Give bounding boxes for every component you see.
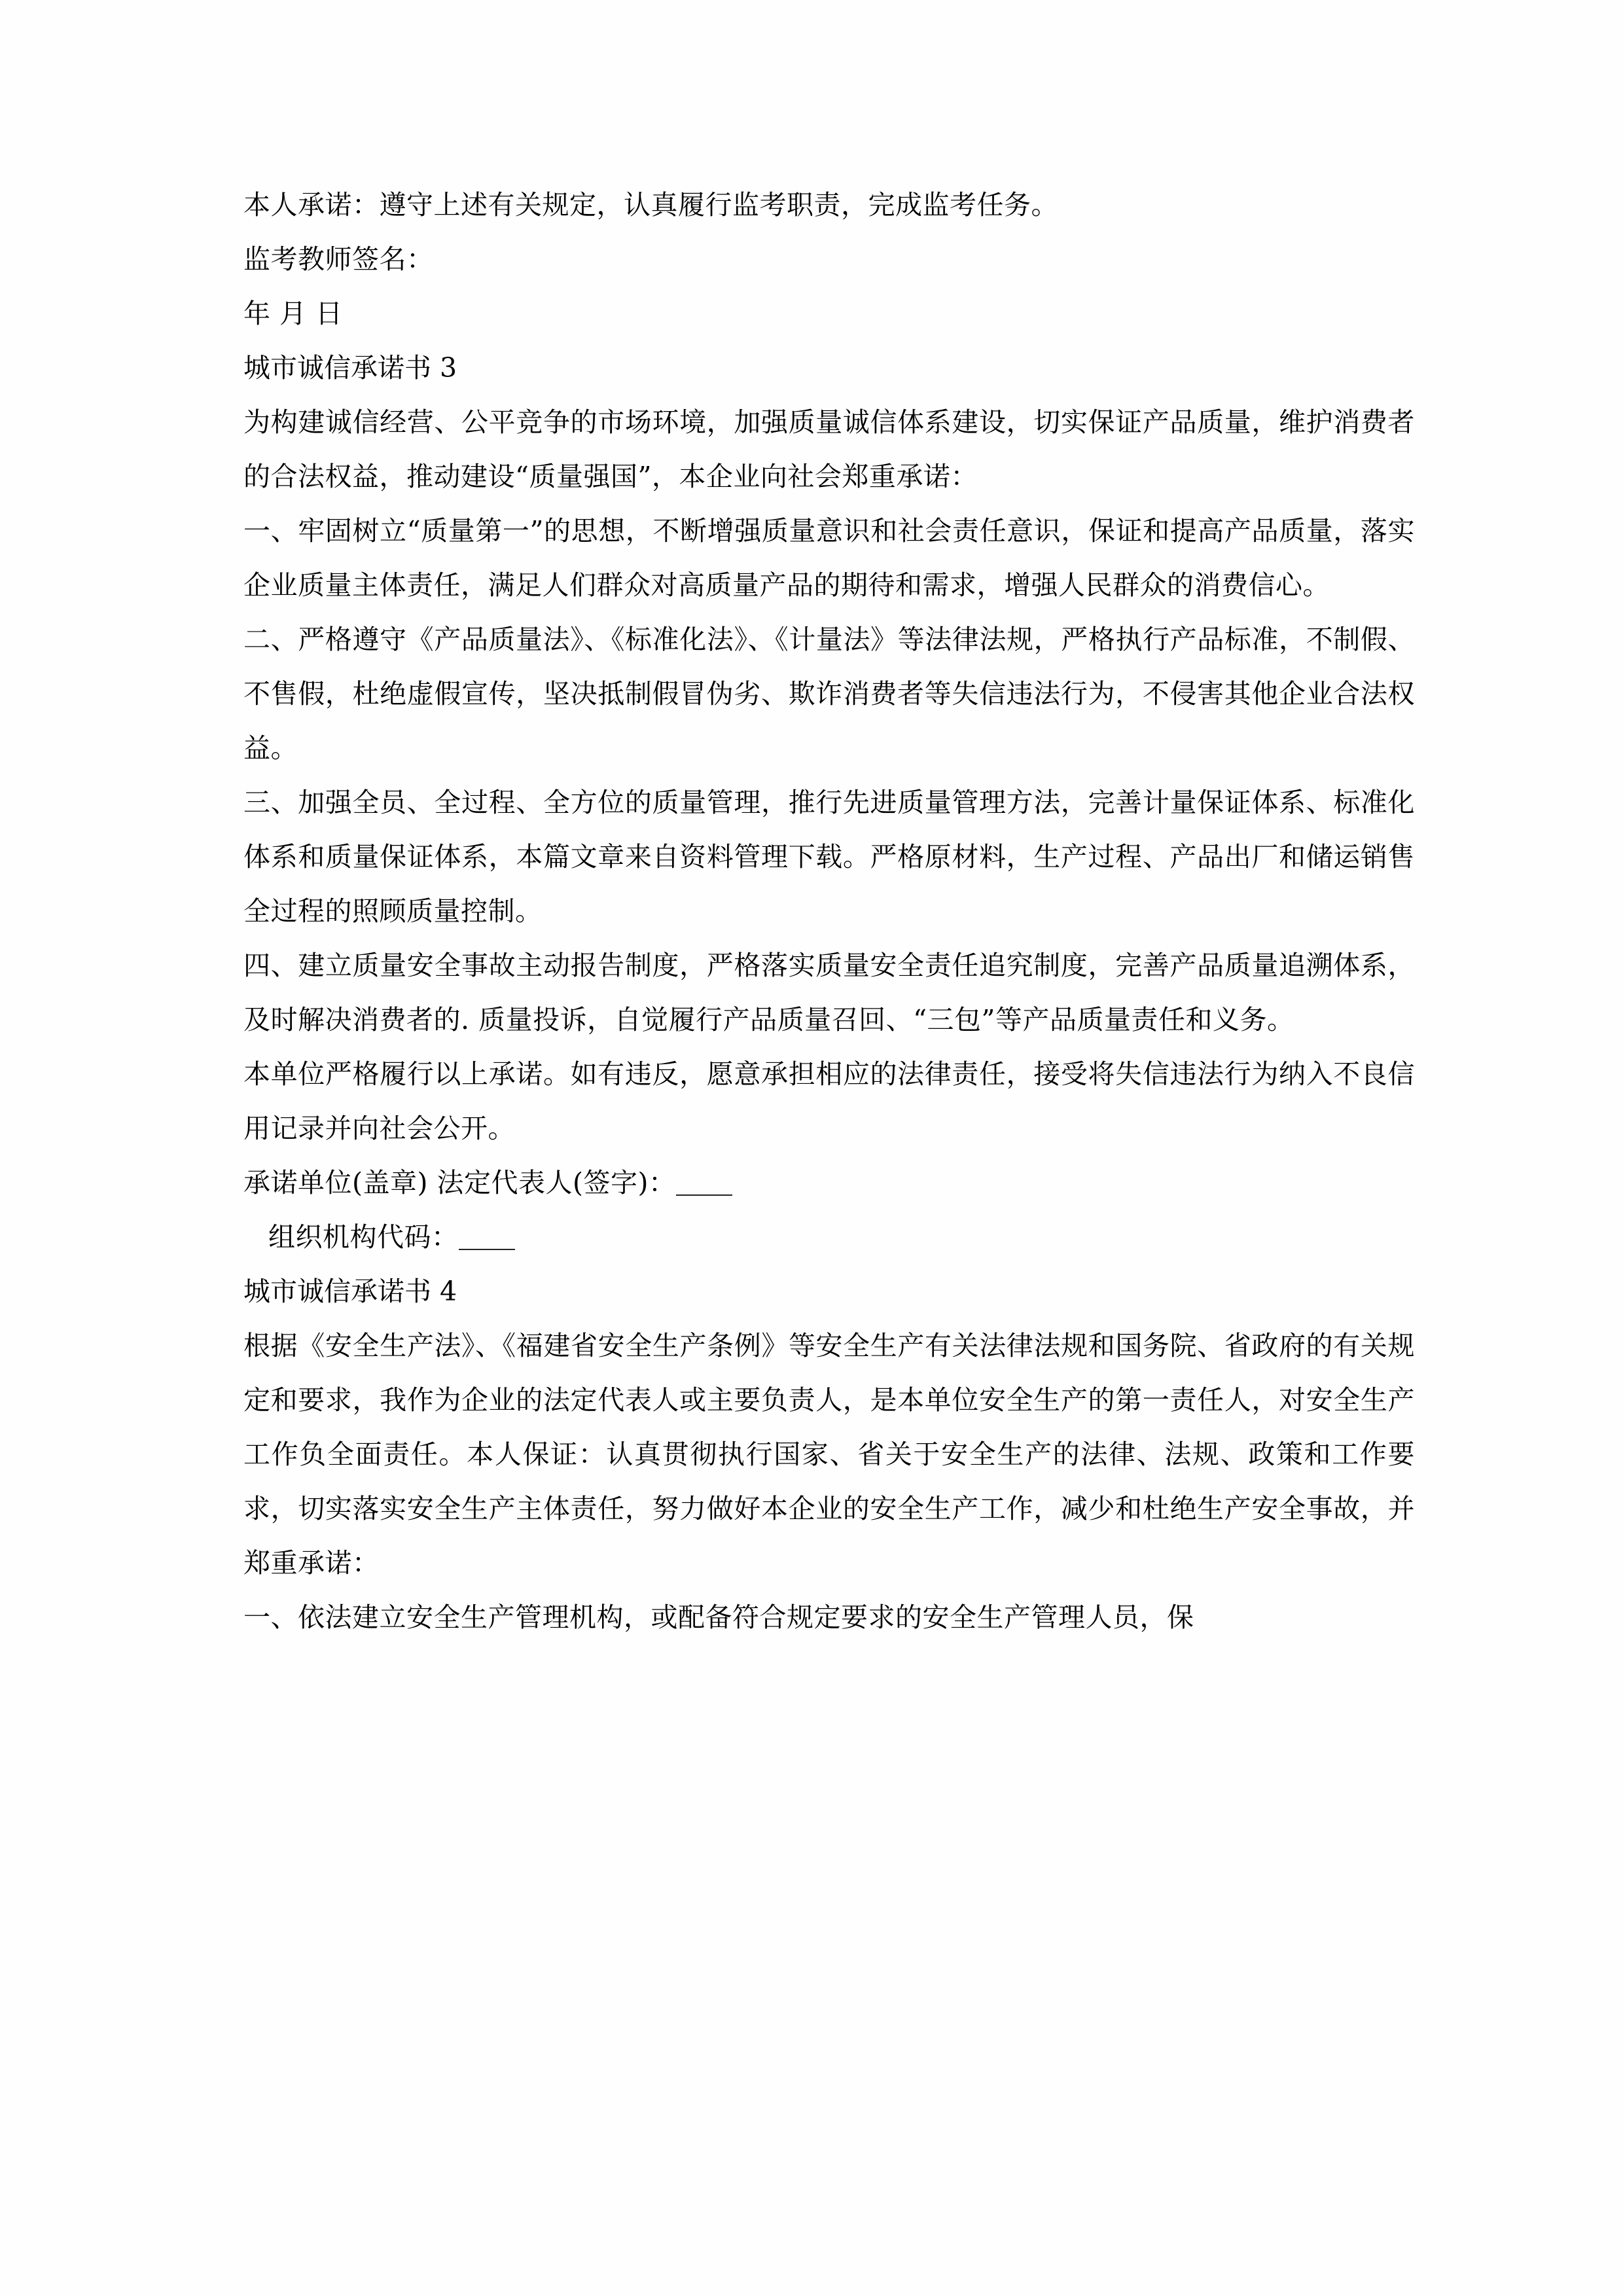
paragraph-pledge3-org-code — [243, 1210, 1415, 1265]
paragraph-pledge3-intro: 为构建诚信经营、公平竞争的市场环境，加强质量诚信体系建设，切实保证产品质量，维护消费者的合法权益，推动建设“质量强国”，本企业向社会郑重承诺： — [243, 406, 1415, 492]
org-code-label: 组织机构代码： — [268, 1221, 459, 1253]
paragraph-pledge3-item-2: 二、严格遵守《产品质量法》、《标准化法》、《计量法》等法律法规，严格执行产品标准，不制假、不售假，杜绝虚假宣传，坚决抵制假冒伪劣、欺诈消费者等失信违法行为，不侵害其他企业合法权益。 — [243, 624, 1415, 764]
paragraph-invigilator-signature: 监考教师签名： — [243, 243, 434, 275]
paragraph-pledge4-intro: 根据《安全生产法》、《福建省安全生产条例》等安全生产有关法律法规和国务院、省政府的有关规定和要求，我作为企业的法定代表人或主要负责人，是本单位安全生产的第一责任人，对安全生产工作负全面责任。本人保证：认真贯彻执行国家、省关于安全生产的法律、法规、政策和工作要求，切实落实安全生产主体责任，努力做好本企业的安全生产工作，减少和杜绝生产安全事故，并郑重承诺： — [243, 1330, 1415, 1579]
paragraph-pledge3-item-3: 三、加强全员、全过程、全方位的质量管理，推行先进质量管理方法，完善计量保证体系、标准化体系和质量保证体系，本篇文章来自资料管理下载。严格原材料，生产过程、产品出厂和储运销售全过程的照顾质量控制。 — [243, 787, 1415, 927]
document-body — [243, 178, 1415, 1645]
paragraph-pledge3-signature-line — [243, 1156, 1415, 1210]
paragraph-pledge3-item-4: 四、建立质量安全事故主动报告制度，严格落实质量安全责任追究制度，完善产品质量追溯体系，及时解决消费者的. 质量投诉，自觉履行产品质量召回、“三包”等产品质量责任和义务。 — [243, 950, 1415, 1035]
paragraph-pledge-statement: 本人承诺：遵守上述有关规定，认真履行监考职责，完成监考任务。 — [243, 189, 1058, 221]
signature-line-label: 承诺单位(盖章) 法定代表人(签字)： — [243, 1167, 676, 1198]
org-code-blank[interactable] — [459, 1249, 515, 1250]
signature-blank[interactable] — [676, 1194, 732, 1196]
paragraph-pledge3-item-1: 一、牢固树立“质量第一”的思想，不断增强质量意识和社会责任意识，保证和提高产品质量，落实企业质量主体责任，满足人们群众对高质量产品的期待和需求，增强人民群众的消费信心。 — [243, 515, 1415, 601]
paragraph-pledge3-closing: 本单位严格履行以上承诺。如有违反，愿意承担相应的法律责任，接受将失信违法行为纳入不良信用记录并向社会公开。 — [243, 1058, 1415, 1144]
paragraph-date-line: 年 月 日 — [243, 298, 343, 329]
heading-city-integrity-pledge-4: 城市诚信承诺书 4 — [243, 1276, 457, 1307]
paragraph-pledge4-item-1: 一、依法建立安全生产管理机构，或配备符合规定要求的安全生产管理人员，保 — [243, 1602, 1194, 1633]
heading-city-integrity-pledge-3: 城市诚信承诺书 3 — [243, 352, 457, 384]
